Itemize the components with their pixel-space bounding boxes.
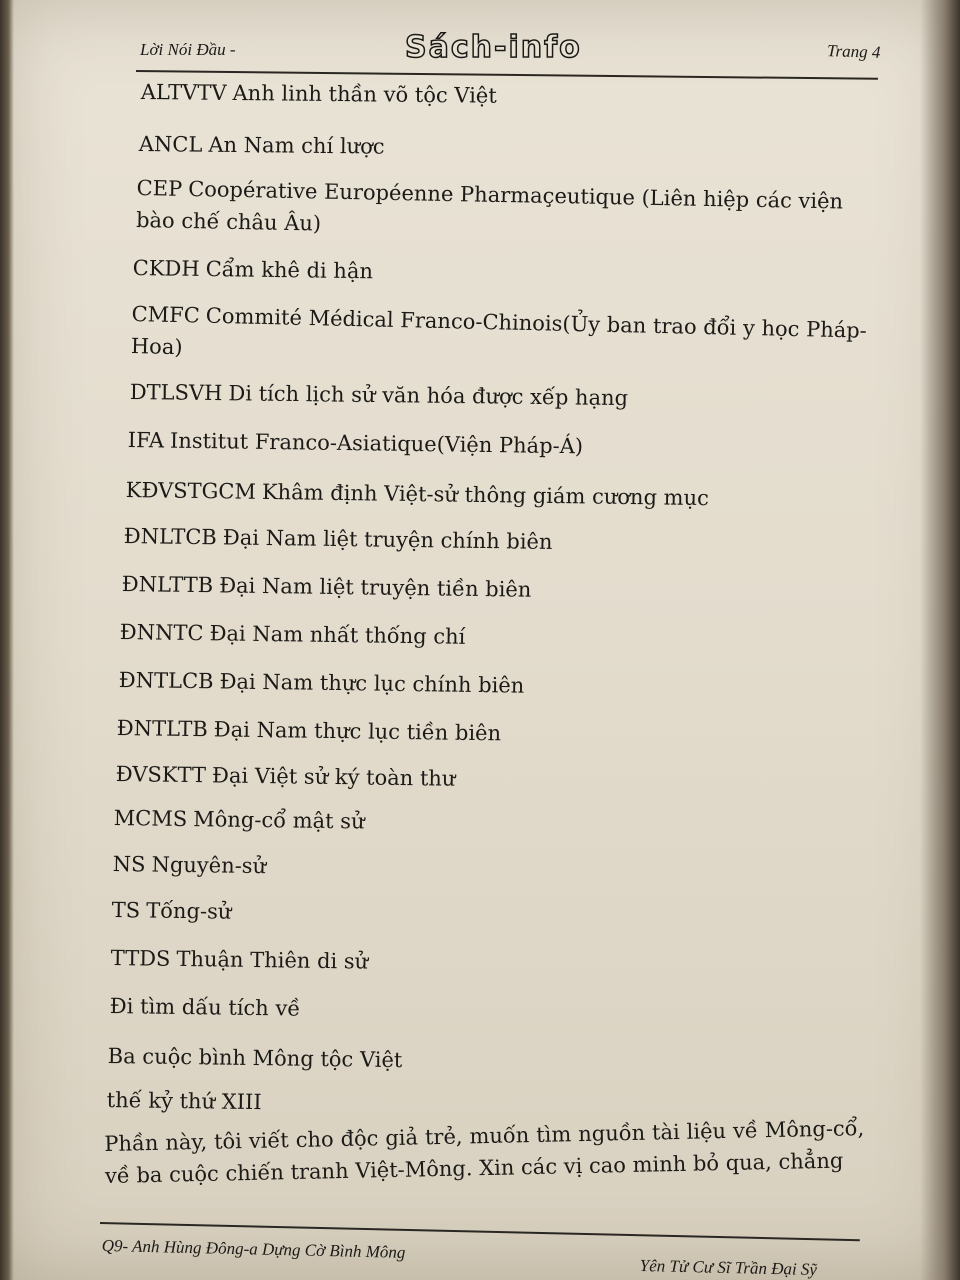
abbreviation-entry (122, 568, 532, 606)
abbreviation-entry (111, 942, 369, 978)
abbreviation-code: CMFC (131, 301, 201, 328)
intro-paragraph: Phần này, tôi viết cho độc giả trẻ, muốn tìm nguồn tài liệu về Mông-cổ, về ba cuộc chiến tranh Việt-Mông. Xin các vị cao minh bỏ qua, chẳng (104, 1116, 865, 1188)
abbreviation-meaning: Mông-cổ mật sử (193, 807, 365, 834)
abbreviation-code: CKDH (132, 255, 200, 281)
section-title-line: Đi tìm dấu tích về (109, 993, 301, 1021)
abbreviation-code: ĐNTLTB (116, 715, 208, 742)
abbreviation-code: TS (111, 897, 141, 923)
abbreviation-meaning: Cẩm khê di hận (205, 257, 374, 284)
abbreviation-entry (119, 664, 525, 702)
header-logo: Sách-info (405, 30, 582, 65)
abbreviation-entry (130, 376, 629, 414)
abbreviation-code: ĐNLTTB (121, 571, 214, 598)
section-title-line: thế kỷ thứ XIII (106, 1087, 262, 1115)
abbreviation-entry (126, 474, 710, 514)
abbreviation-meaning: Thuận Thiên di sử (176, 946, 369, 974)
abbreviation-meaning: Coopérative Européenne Pharmaçeutique (Liên hiệp các viện bào chế châu Âu) (135, 176, 844, 236)
abbreviation-meaning: Đại Việt sử ký toàn thư (211, 763, 456, 791)
abbreviation-code: ĐNNTC (119, 619, 204, 646)
abbreviation-entry (116, 758, 456, 795)
section-title-line: Ba cuộc bình Mông tộc Việt (107, 1043, 403, 1073)
abbreviation-entry (128, 424, 584, 462)
abbreviation-code: TTDS (110, 945, 171, 971)
abbreviation-entry (120, 616, 466, 653)
abbreviation-code: ĐNTLCB (118, 667, 214, 694)
abbreviation-code: IFA (127, 427, 165, 453)
abbreviation-entry (131, 298, 872, 379)
abbreviation-meaning: Đại Nam nhất thống chí (209, 621, 466, 649)
abbreviation-entry (113, 848, 267, 882)
abbreviation-entry (117, 712, 502, 749)
abbreviation-code: ANCL (138, 131, 203, 157)
abbreviation-meaning: An Nam chí lược (208, 132, 385, 159)
footer-book-title: Q9- Anh Hùng Đông-a Dựng Cờ Bình Mông (101, 1236, 406, 1262)
header-section-title: Lời Nói Đầu - (140, 40, 236, 59)
abbreviation-code: ĐNLTCB (123, 523, 218, 550)
abbreviation-entry (114, 802, 365, 837)
abbreviation-meaning: Đại Nam thực lục tiền biên (213, 717, 502, 746)
abbreviation-code: CEP (136, 175, 183, 201)
abbreviation-meaning: Đại Nam thực lục chính biên (219, 669, 525, 698)
abbreviation-entry (136, 172, 877, 250)
abbreviation-entry (141, 76, 497, 112)
abbreviation-meaning: Anh linh thần võ tộc Việt (232, 80, 497, 108)
abbreviation-code: ALTVTV (140, 79, 227, 105)
abbreviation-meaning: Institut Franco-Asiatique(Viện Pháp-Á) (169, 428, 584, 459)
abbreviation-meaning: Tống-sử (146, 898, 232, 924)
abbreviation-meaning: Di tích lịch sử văn hóa được xếp hạng (228, 381, 629, 411)
header-page-number: Trang 4 (826, 41, 881, 62)
abbreviation-meaning: Commité Médical Franco-Chinois(Ủy ban trao đổi y học Pháp-Hoa) (130, 303, 868, 360)
abbreviation-code: MCMS (113, 805, 188, 832)
abbreviation-code: KĐVSTGCM (125, 477, 257, 504)
abbreviation-code: DTLSVH (129, 379, 223, 406)
abbreviation-meaning: Nguyên-sử (151, 852, 267, 879)
abbreviation-entry (124, 520, 553, 558)
abbreviation-entry (139, 128, 385, 163)
abbreviation-meaning: Khâm định Việt-sử thông giám cương mục (261, 479, 710, 511)
abbreviation-code: ĐVSKTT (115, 761, 207, 788)
abbreviation-entry (112, 894, 232, 928)
abbreviation-code: NS (112, 851, 146, 877)
footer-author: Yên Tử Cư Sĩ Trần Đại Sỹ (639, 1256, 818, 1280)
abbreviation-meaning: Đại Nam liệt truyện chính biên (222, 525, 553, 554)
abbreviation-meaning: Đại Nam liệt truyện tiền biên (219, 573, 532, 602)
abbreviation-entry (133, 252, 374, 287)
